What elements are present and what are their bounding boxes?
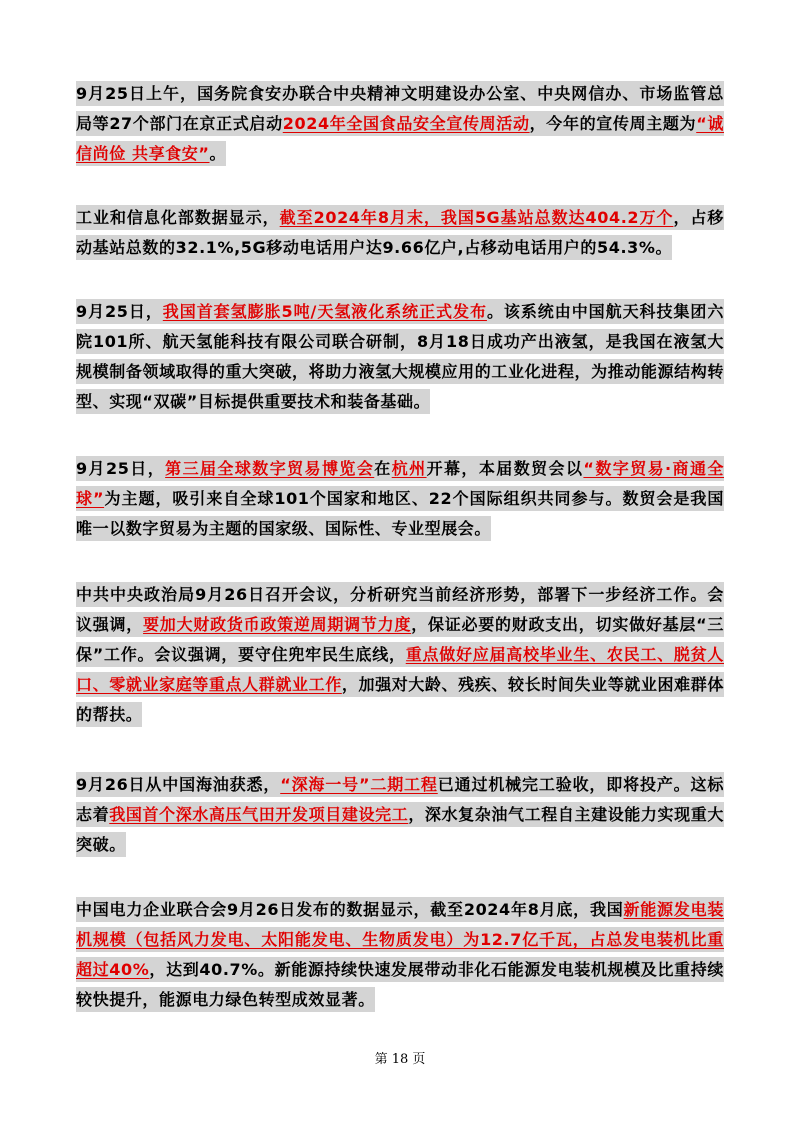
paragraph-highlight — [76, 897, 724, 1012]
key-phrase: 截至2024年8月末，我国5G基站总数达404.2万个 — [279, 208, 674, 227]
paragraph-text: 中国电力企业联合会9月26日发布的数据显示，截至2024年8月底，我国 — [76, 900, 624, 919]
paragraph-text: 中共中央政治局9月26日召开会议，分析研究当前经济形势，部署下一步经济工作。会议强调， — [76, 585, 724, 634]
paragraph-text: ，今年的宣传周主题为 — [529, 114, 697, 133]
key-phrase: 重点做好应届高校毕业生、农民工、脱贫人口、零就业家庭等重点人群就业工作 — [76, 645, 724, 694]
paragraph-text: ，加强对大龄、残疾、较长时间失业等就业困难群体的帮扶。 — [76, 675, 724, 724]
key-phrase: 要加大财政货币政策逆周期调节力度 — [143, 615, 412, 634]
paragraph-highlight — [76, 582, 724, 727]
paragraph-text: ，占移动基站总数的32.1%,5G移动电话用户达9.66亿户,占移动电话用户的54.3%。 — [76, 208, 724, 257]
paragraph-text: 9月25日， — [76, 459, 166, 478]
paragraph-text: 。该系统由中国航天科技集团六院101所、航天氢能科技有限公司联合研制，8月18日成功产出液氢，是我国在液氢大规模制备领域取得的重大突破，将助力液氢大规模应用的工业化进程，为推动能源结构转型、实现“双碳”目标提供重要技术和装备基础。 — [76, 302, 724, 411]
paragraph-highlight — [76, 205, 724, 260]
news-paragraph-6 — [76, 770, 724, 860]
key-phrase: “深海一号”二期工程 — [280, 775, 438, 794]
key-phrase: 新能源发电装机规模（包括风力发电、太阳能发电、生物质发电）为12.7亿千瓦，占总发电装机比重超过40% — [76, 900, 724, 979]
news-paragraph-4 — [76, 454, 724, 544]
paragraph-text: 已通过机械完工验收，即将投产。这标志着 — [76, 775, 724, 824]
paragraph-text: ，深水复杂油气工程自主建设能力实现重大突破。 — [76, 805, 724, 854]
paragraph-text: 开幕，本届数贸会以 — [426, 459, 584, 478]
paragraph-text: 9月25日， — [76, 302, 163, 321]
paragraph-text: 。 — [209, 144, 227, 163]
paragraph-text: 9月26日从中国海油获悉， — [76, 775, 281, 794]
paragraph-text: 为主题，吸引来自全球101个国家和地区、22个国际组织共同参与。数贸会是我国唯一以数字贸易为主题的国家级、国际性、专业型展会。 — [76, 489, 725, 538]
key-phrase: 我国首个深水高压气田开发项目建设完工 — [109, 805, 409, 824]
paragraph-highlight — [76, 772, 724, 857]
news-paragraph-1 — [76, 79, 724, 169]
key-phrase: “数字贸易·商通全球” — [76, 459, 725, 508]
key-phrase: “诚信尚俭 共享食安” — [76, 114, 724, 163]
news-paragraph-5 — [76, 580, 724, 730]
news-paragraph-2 — [76, 203, 724, 263]
news-paragraph-7 — [76, 895, 724, 1015]
paragraph-text: 在 — [374, 459, 392, 478]
paragraph-text: ，达到40.7%。新能源持续快速发展带动非化石能源发电装机规模及比重持续较快提升，能源电力绿色转型成效显著。 — [76, 960, 724, 1009]
paragraph-highlight — [76, 456, 724, 541]
paragraph-highlight — [76, 81, 724, 166]
key-phrase: 2024年全国食品安全宣传周活动 — [282, 114, 530, 133]
paragraph-text: 9月25日上午，国务院食安办联合中央精神文明建设办公室、中央网信办、市场监管总局等27个部门在京正式启动 — [76, 84, 724, 133]
paragraph-text: 工业和信息化部数据显示， — [76, 208, 280, 227]
key-phrase: 第三届全球数字贸易博览会 — [165, 459, 375, 478]
paragraph-text: ，保证必要的财政支出，切实做好基层“三保”工作。会议强调，要守住兜牢民生底线， — [76, 615, 724, 664]
news-paragraph-3 — [76, 297, 724, 417]
page-number: 第 18 页 — [374, 1052, 426, 1067]
paragraph-highlight — [76, 299, 724, 414]
key-phrase: 我国首套氢膨胀5吨/天氢液化系统正式发布 — [162, 302, 487, 321]
key-phrase: 杭州 — [391, 459, 427, 478]
